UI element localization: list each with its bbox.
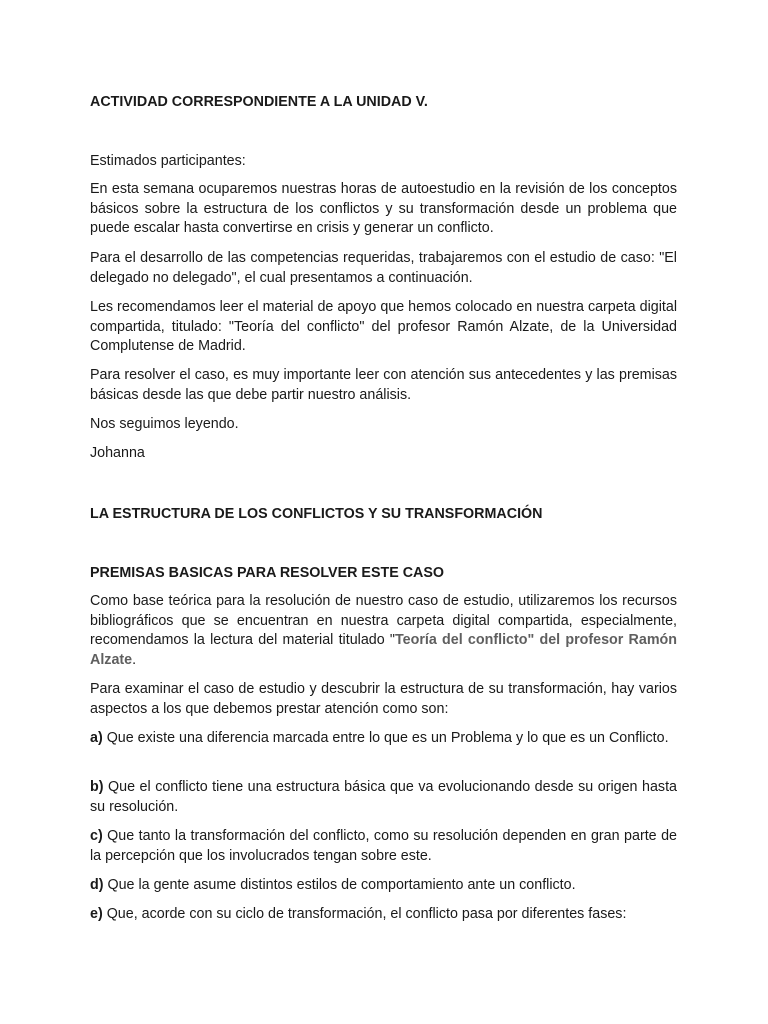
reference-title: Teoría del conflicto" del profesor Ramón Alzate	[90, 632, 678, 668]
premisas-intro-paragraph	[90, 592, 677, 670]
greeting: Estimados participantes:	[90, 153, 246, 169]
list-item-label: c)	[90, 828, 103, 844]
document-title: ACTIVIDAD CORRESPONDIENTE A LA UNIDAD V.	[90, 94, 428, 110]
list-item-text: Que existe una diferencia marcada entre lo que es un Problema y lo que es un Conflicto.	[102, 730, 669, 746]
list-item-label: b)	[90, 779, 104, 795]
premisas-intro-end: .	[132, 651, 137, 668]
list-item-text: Que, acorde con su ciclo de transformación, el conflicto pasa por diferentes fases:	[102, 906, 627, 922]
section-title: LA ESTRUCTURA DE LOS CONFLICTOS Y SU TRANSFORMACIÓN	[90, 506, 543, 522]
intro-paragraph-4: Para resolver el caso, es muy importante leer con atención sus antecedentes y las premisas básicas desde las que debe partir nuestro análisis.	[90, 367, 677, 403]
subsection-title: PREMISAS BASICAS PARA RESOLVER ESTE CASO	[90, 565, 445, 581]
intro-paragraph-2: Para el desarrollo de las competencias requeridas, trabajaremos con el estudio de caso: "El delegado no delegado", el cual presentamos a continuación.	[90, 250, 677, 286]
list-item-text: Que la gente asume distintos estilos de comportamiento ante un conflicto.	[103, 877, 576, 893]
closing-line: Nos seguimos leyendo.	[90, 416, 239, 432]
list-item-b	[90, 778, 677, 817]
list-item-e	[90, 905, 677, 925]
list-item-d	[90, 876, 677, 896]
list-item-c	[90, 827, 677, 866]
premisas-intro-text: Como base teórica para la resolución de nuestro caso de estudio, utilizaremos los recursos bibliográficos que se encuentran en nuestra carpeta digital compartida, especialmente, recomendamos la lectura del material titulado "	[90, 593, 677, 649]
intro-paragraph-1: En esta semana ocuparemos nuestras horas de autoestudio en la revisión de los conceptos básicos sobre la estructura de los conflictos y su transformación desde un problema que puede escalar hasta convertirse en crisis y generar un conflicto.	[90, 181, 677, 237]
intro-paragraph-3: Les recomendamos leer el material de apoyo que hemos colocado en nuestra carpeta digital compartida, titulado: "Teoría del conflicto" del profesor Ramón Alzate, de la Universidad Complutense de Madrid.	[90, 299, 677, 355]
list-item-text: Que tanto la transformación del conflicto, como su resolución dependen en gran parte de la percepción que los involucrados tengan sobre este.	[90, 828, 677, 864]
list-item-label: a)	[90, 730, 103, 746]
list-item-a	[90, 729, 677, 749]
signature: Johanna	[90, 445, 145, 461]
aspects-intro-paragraph: Para examinar el caso de estudio y descubrir la estructura de su transformación, hay varios aspectos a los que debemos prestar atención como son:	[90, 681, 677, 717]
list-item-label: e)	[90, 906, 103, 922]
list-item-label: d)	[90, 877, 104, 893]
list-item-text: Que el conflicto tiene una estructura básica que va evolucionando desde su origen hasta su resolución.	[90, 779, 677, 815]
